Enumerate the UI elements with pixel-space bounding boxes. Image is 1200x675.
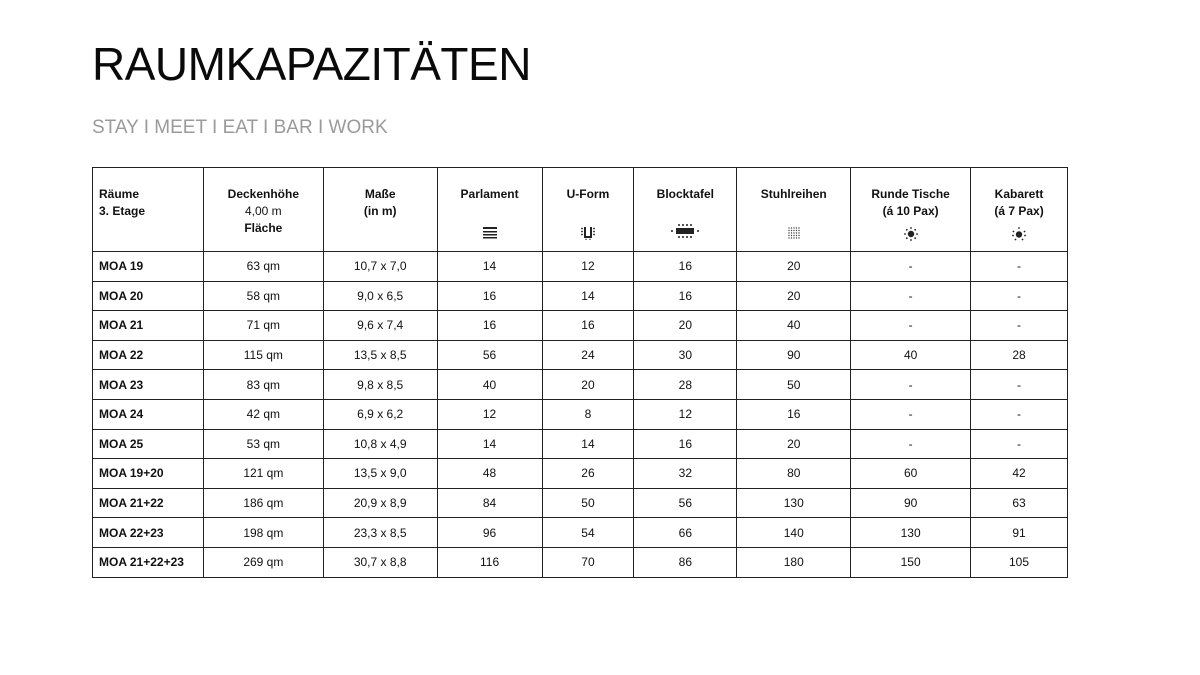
uform-cell: 70 <box>542 547 634 577</box>
blocktafel-cell: 86 <box>634 547 737 577</box>
parlament-cell: 40 <box>437 370 542 400</box>
header-parlament <box>437 168 542 252</box>
header-kabarett-pax: (á 7 Pax) <box>994 204 1044 218</box>
kabarett-cell: 28 <box>971 340 1068 370</box>
uform-cell: 14 <box>542 429 634 459</box>
table-row <box>93 429 1068 459</box>
parlament-cell: 84 <box>437 488 542 518</box>
table-row <box>93 340 1068 370</box>
cabaret-table-icon <box>1012 227 1026 241</box>
header-blocktafel-label: Blocktafel <box>656 187 715 201</box>
row-seating-icon <box>788 227 800 239</box>
stuhlreihen-cell: 80 <box>737 459 851 489</box>
kabarett-cell: - <box>971 252 1068 282</box>
runde-tische-cell: - <box>851 311 971 341</box>
room-cell: MOA 24 <box>93 399 204 429</box>
kabarett-cell: - <box>971 281 1068 311</box>
room-cell: MOA 22+23 <box>93 518 204 548</box>
stuhlreihen-cell: 20 <box>737 281 851 311</box>
header-parlament-label: Parlament <box>460 187 519 201</box>
table-row <box>93 252 1068 282</box>
parlament-cell: 96 <box>437 518 542 548</box>
header-uform-label: U-Form <box>566 187 610 201</box>
blocktafel-cell: 16 <box>634 429 737 459</box>
blocktafel-cell: 16 <box>634 252 737 282</box>
table-row <box>93 547 1068 577</box>
header-masse-unit: (in m) <box>363 204 397 218</box>
room-cell: MOA 20 <box>93 281 204 311</box>
dimensions-cell: 13,5 x 8,5 <box>323 340 437 370</box>
table-header-row <box>93 168 1068 252</box>
table-row <box>93 281 1068 311</box>
area-cell: 42 qm <box>203 399 323 429</box>
area-cell: 186 qm <box>203 488 323 518</box>
dimensions-cell: 10,7 x 7,0 <box>323 252 437 282</box>
area-cell: 121 qm <box>203 459 323 489</box>
area-cell: 53 qm <box>203 429 323 459</box>
runde-tische-cell: 60 <box>851 459 971 489</box>
uform-cell: 8 <box>542 399 634 429</box>
room-cell: MOA 23 <box>93 370 204 400</box>
u-shape-seating-icon <box>581 227 595 240</box>
round-table-icon <box>904 227 918 241</box>
area-cell: 63 qm <box>203 252 323 282</box>
area-cell: 71 qm <box>203 311 323 341</box>
table-row <box>93 399 1068 429</box>
kabarett-cell: - <box>971 370 1068 400</box>
header-raeume-label: Räume <box>99 187 140 201</box>
dimensions-cell: 13,5 x 9,0 <box>323 459 437 489</box>
parlament-cell: 14 <box>437 429 542 459</box>
page-subtitle: STAY I MEET I EAT I BAR I WORK <box>92 117 388 138</box>
parlament-cell: 16 <box>437 281 542 311</box>
kabarett-cell: - <box>971 311 1068 341</box>
header-runde-tische <box>851 168 971 252</box>
stuhlreihen-cell: 180 <box>737 547 851 577</box>
table-row <box>93 459 1068 489</box>
blocktafel-cell: 66 <box>634 518 737 548</box>
area-cell: 269 qm <box>203 547 323 577</box>
uform-cell: 16 <box>542 311 634 341</box>
runde-tische-cell: - <box>851 252 971 282</box>
uform-cell: 50 <box>542 488 634 518</box>
dimensions-cell: 20,9 x 8,9 <box>323 488 437 518</box>
parliament-seating-icon <box>483 227 497 239</box>
header-deckenhoehe-label: Deckenhöhe <box>227 187 300 201</box>
parlament-cell: 48 <box>437 459 542 489</box>
header-masse <box>323 168 437 252</box>
capacity-table-body <box>93 252 1068 578</box>
parlament-cell: 14 <box>437 252 542 282</box>
header-stuhlreihen <box>737 168 851 252</box>
kabarett-cell: 42 <box>971 459 1068 489</box>
room-cell: MOA 21+22 <box>93 488 204 518</box>
uform-cell: 20 <box>542 370 634 400</box>
runde-tische-cell: - <box>851 399 971 429</box>
uform-cell: 26 <box>542 459 634 489</box>
room-cell: MOA 22 <box>93 340 204 370</box>
header-stuhlreihen-label: Stuhlreihen <box>760 187 827 201</box>
runde-tische-cell: 90 <box>851 488 971 518</box>
stuhlreihen-cell: 20 <box>737 429 851 459</box>
stuhlreihen-cell: 20 <box>737 252 851 282</box>
runde-tische-cell: 40 <box>851 340 971 370</box>
room-cell: MOA 19 <box>93 252 204 282</box>
parlament-cell: 16 <box>437 311 542 341</box>
kabarett-cell: 63 <box>971 488 1068 518</box>
uform-cell: 14 <box>542 281 634 311</box>
dimensions-cell: 23,3 x 8,5 <box>323 518 437 548</box>
parlament-cell: 12 <box>437 399 542 429</box>
header-deckenhoehe <box>203 168 323 252</box>
kabarett-cell: - <box>971 429 1068 459</box>
header-uform <box>542 168 634 252</box>
parlament-cell: 56 <box>437 340 542 370</box>
blocktafel-cell: 30 <box>634 340 737 370</box>
kabarett-cell: 105 <box>971 547 1068 577</box>
blocktafel-cell: 28 <box>634 370 737 400</box>
blocktafel-cell: 20 <box>634 311 737 341</box>
header-kabarett-label: Kabarett <box>994 187 1044 201</box>
stuhlreihen-cell: 50 <box>737 370 851 400</box>
capacity-table <box>92 167 1068 578</box>
stuhlreihen-cell: 90 <box>737 340 851 370</box>
room-cell: MOA 25 <box>93 429 204 459</box>
dimensions-cell: 9,0 x 6,5 <box>323 281 437 311</box>
block-table-icon <box>670 223 700 239</box>
dimensions-cell: 9,6 x 7,4 <box>323 311 437 341</box>
stuhlreihen-cell: 40 <box>737 311 851 341</box>
area-cell: 198 qm <box>203 518 323 548</box>
header-flaeche-label: Fläche <box>244 221 283 235</box>
header-masse-label: Maße <box>364 187 396 201</box>
header-raeume-floor: 3. Etage <box>99 204 146 218</box>
runde-tische-cell: - <box>851 370 971 400</box>
header-runde-tische-pax: (á 10 Pax) <box>882 204 939 218</box>
page-title: RAUMKAPAZITÄTEN <box>92 38 531 90</box>
blocktafel-cell: 12 <box>634 399 737 429</box>
stuhlreihen-cell: 16 <box>737 399 851 429</box>
runde-tische-cell: - <box>851 429 971 459</box>
runde-tische-cell: - <box>851 281 971 311</box>
header-runde-tische-label: Runde Tische <box>871 187 950 201</box>
runde-tische-cell: 130 <box>851 518 971 548</box>
room-cell: MOA 19+20 <box>93 459 204 489</box>
runde-tische-cell: 150 <box>851 547 971 577</box>
kabarett-cell: 91 <box>971 518 1068 548</box>
table-row <box>93 518 1068 548</box>
dimensions-cell: 9,8 x 8,5 <box>323 370 437 400</box>
header-raeume <box>93 168 204 252</box>
room-cell: MOA 21 <box>93 311 204 341</box>
dimensions-cell: 10,8 x 4,9 <box>323 429 437 459</box>
uform-cell: 12 <box>542 252 634 282</box>
header-kabarett <box>971 168 1068 252</box>
uform-cell: 24 <box>542 340 634 370</box>
dimensions-cell: 30,7 x 8,8 <box>323 547 437 577</box>
blocktafel-cell: 32 <box>634 459 737 489</box>
table-row <box>93 370 1068 400</box>
kabarett-cell: - <box>971 399 1068 429</box>
uform-cell: 54 <box>542 518 634 548</box>
area-cell: 83 qm <box>203 370 323 400</box>
dimensions-cell: 6,9 x 6,2 <box>323 399 437 429</box>
table-row <box>93 488 1068 518</box>
header-blocktafel <box>634 168 737 252</box>
header-deckenhoehe-value: 4,00 m <box>244 204 282 218</box>
stuhlreihen-cell: 140 <box>737 518 851 548</box>
room-cell: MOA 21+22+23 <box>93 547 204 577</box>
area-cell: 115 qm <box>203 340 323 370</box>
stuhlreihen-cell: 130 <box>737 488 851 518</box>
blocktafel-cell: 16 <box>634 281 737 311</box>
table-row <box>93 311 1068 341</box>
area-cell: 58 qm <box>203 281 323 311</box>
blocktafel-cell: 56 <box>634 488 737 518</box>
parlament-cell: 116 <box>437 547 542 577</box>
